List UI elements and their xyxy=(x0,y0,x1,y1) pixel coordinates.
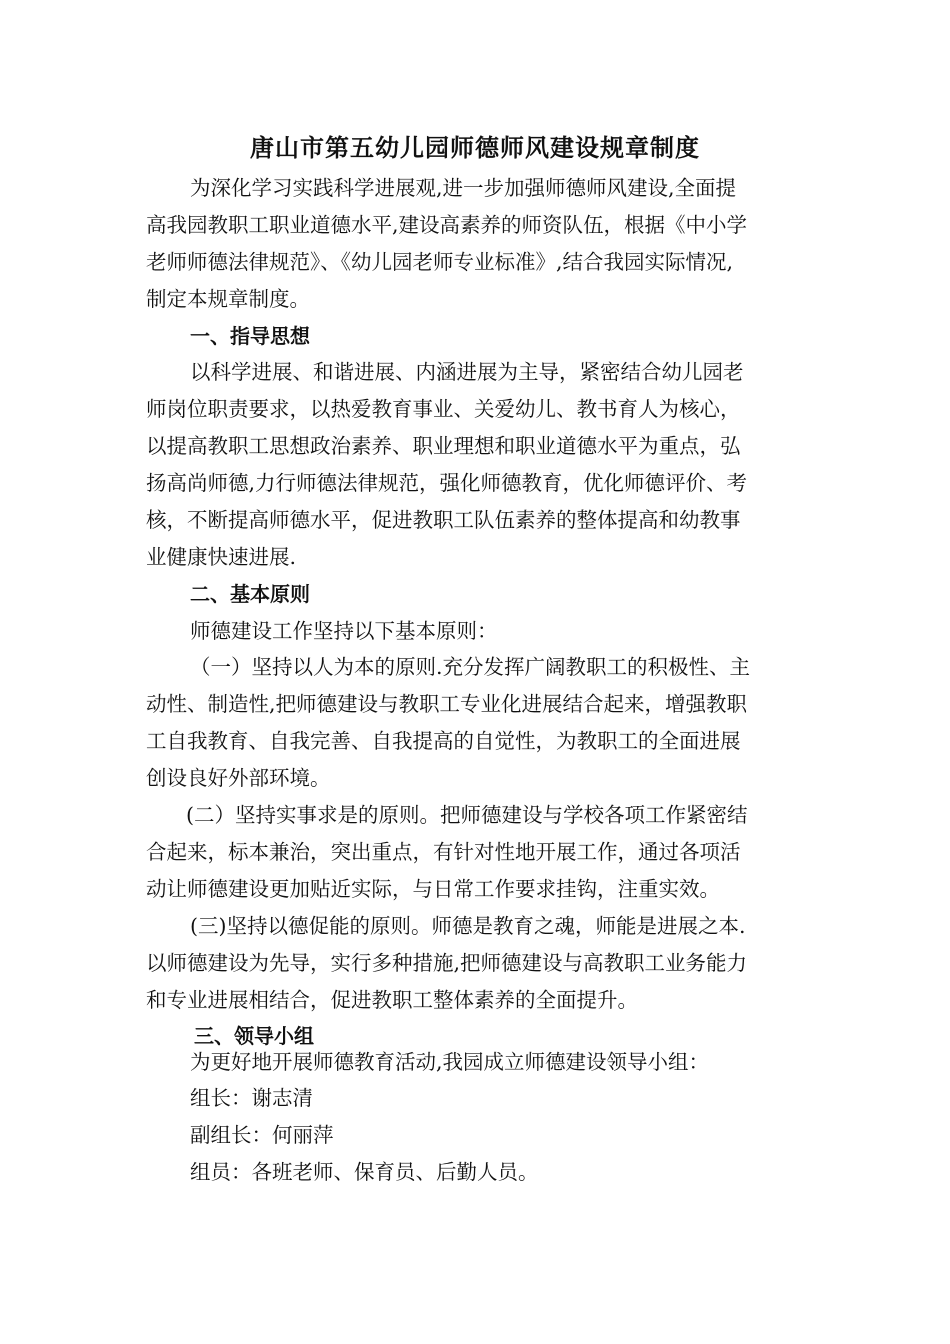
principle1-line-1: （一）坚持以人为本的原则.充分发挥广阔教职工的积极性、主 xyxy=(190,655,751,679)
principle1-line-2: 动性、制造性,把师德建设与教职工专业化进展结合起来，增强教职 xyxy=(146,692,748,716)
principle1-line-4: 创设良好外部环境。 xyxy=(146,766,331,790)
section-heading-guiding-ideology: 一、指导思想 xyxy=(190,324,310,348)
section2-lead: 师德建设工作坚持以下基本原则： xyxy=(190,619,498,643)
intro-line-2: 高我园教职工职业道德水平,建设高素养的师资队伍，根据《中小学 xyxy=(146,213,748,237)
intro-line-4: 制定本规章制度。 xyxy=(146,287,310,311)
principle3-line-3: 和专业进展相结合，促进教职工整体素养的全面提升。 xyxy=(146,988,638,1012)
group-deputy-leader: 副组长：何丽萍 xyxy=(190,1123,334,1147)
document-title: 唐山市第五幼儿园师德师风建设规章制度 xyxy=(250,134,700,162)
section-heading-basic-principles: 二、基本原则 xyxy=(190,582,310,606)
intro-line-3: 老师师德法律规范》、《幼儿园老师专业标准》,结合我园实际情况, xyxy=(146,250,734,274)
section3-lead: 为更好地开展师德教育活动,我园成立师德建设领导小组： xyxy=(190,1050,710,1074)
section1-line-3: 以提高教职工思想政治素养、职业理想和职业道德水平为重点，弘 xyxy=(146,434,741,458)
principle3-line-2: 以师德建设为先导，实行多种措施,把师德建设与高教职工业务能力 xyxy=(146,951,748,975)
group-leader: 组长：谢志清 xyxy=(190,1086,313,1110)
section1-line-5: 核，不断提高师德水平，促进教职工队伍素养的整体提高和幼教事 xyxy=(146,508,741,532)
section1-line-6: 业健康快速进展. xyxy=(146,545,297,569)
principle1-line-3: 工自我教育、自我完善、自我提高的自觉性，为教职工的全面进展 xyxy=(146,729,741,753)
section-heading-leading-group: 三、领导小组 xyxy=(194,1024,314,1048)
principle3-line-1: (三)坚持以德促能的原则。师德是教育之魂，师能是进展之本. xyxy=(190,914,746,938)
intro-line-1: 为深化学习实践科学进展观,进一步加强师德师风建设,全面提 xyxy=(190,176,737,200)
section1-line-2: 师岗位职责要求，以热爱教育事业、关爱幼儿、教书育人为核心， xyxy=(146,397,741,421)
section1-line-1: 以科学进展、和谐进展、内涵进展为主导，紧密结合幼儿园老 xyxy=(190,360,744,384)
principle2-line-3: 动让师德建设更加贴近实际，与日常工作要求挂钩，注重实效。 xyxy=(146,877,720,901)
group-members: 组员：各班老师、保育员、后勤人员。 xyxy=(190,1160,539,1184)
section1-line-4: 扬高尚师德,力行师德法律规范，强化师德教育，优化师德评价、考 xyxy=(146,471,748,495)
principle2-line-1: (二）坚持实事求是的原则。把师德建设与学校各项工作紧密结 xyxy=(186,803,748,827)
principle2-line-2: 合起来，标本兼治，突出重点，有针对性地开展工作，通过各项活 xyxy=(146,840,741,864)
